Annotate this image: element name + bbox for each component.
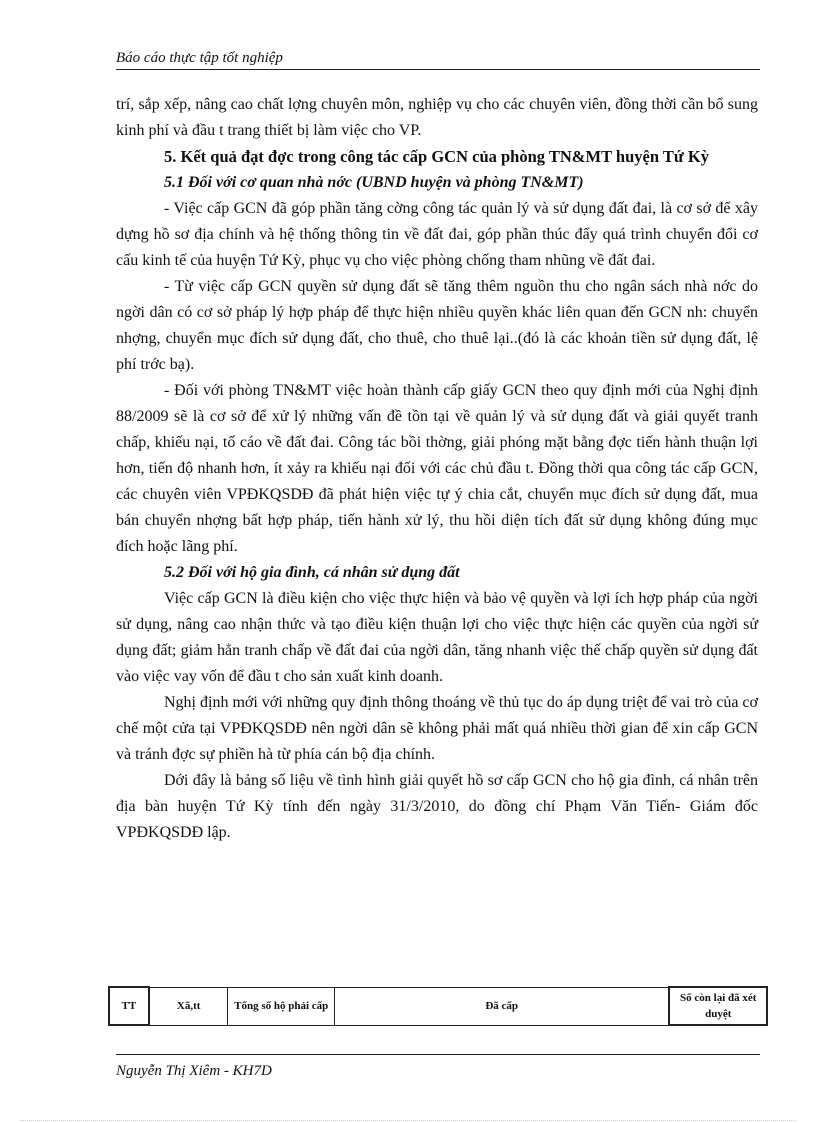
certificate-table	[108, 986, 768, 1026]
footer-author: Nguyễn Thị Xiêm - KH7D	[116, 1063, 272, 1079]
page-footer	[116, 1054, 760, 1080]
paragraph-household-benefit-1: Việc cấp GCN là điều kiện cho việc thực hiện và bảo vệ quyền và lợi ích hợp pháp của ngời sử dụng, nâng cao nhận thức và tạo điều kiện thuận lợi cho việc thực hiện các quyền của ngời sử dụng đất; giảm hẳn tranh chấp về đất đai của ngời dân, tăng nhanh việc thế chấp quyền sử dụng đất vào việc vay vốn để đầu t cho sản xuất kinh doanh.	[116, 590, 758, 685]
paragraph-state-benefit-2: - Từ việc cấp GCN quyền sử dụng đất sẽ tăng thêm nguồn thu cho ngân sách nhà nớc do ngời dân có cơ sở pháp lý hợp pháp để thực hiện nhiều quyền khác liên quan đến GCN nh: chuyển nhợng, chuyển mục đích sử dụng đất, cho thuê, cho thuê lại..(đó là các khoản tiền sử dụng đất, lệ phí trớc bạ).	[116, 278, 758, 373]
table-header-cell: TT	[109, 987, 149, 1025]
section-heading-5: 5. Kết quả đạt đợc trong công tác cấp GCN của phòng TN&MT huyện Tứ Kỳ	[164, 147, 709, 166]
subsection-heading-5-2: 5.2 Đối với hộ gia đình, cá nhân sử dụng đất	[164, 564, 460, 581]
paragraph-table-intro: Dới đây là bảng số liệu về tình hình giải quyết hồ sơ cấp GCN cho hộ gia đình, cá nhân trên địa bàn huyện Tứ Kỳ tính đến ngày 31/3/2010, do đồng chí Phạm Văn Tiến- Giám đốc VPĐKQSDĐ lập.	[116, 772, 758, 841]
paragraph-state-benefit-1: - Việc cấp GCN đã góp phần tăng cờng công tác quản lý và sử dụng đất đai, là cơ sở để xây dựng hồ sơ địa chính và hệ thống thông tin về đất đai, góp phần thúc đẩy quá trình chuyển đổi cơ cấu kinh tế của huyện Tứ Kỳ, phục vụ cho việc phòng chống tham nhũng về đất đai.	[116, 200, 758, 269]
page-header	[116, 50, 760, 70]
header-title: Báo cáo thực tập tốt nghiệp	[116, 50, 283, 66]
paragraph-state-benefit-3: - Đối với phòng TN&MT việc hoàn thành cấp giấy GCN theo quy định mới của Nghị định 88/2009 sẽ là cơ sở để xử lý những vấn đề tồn tại về quản lý và sử dụng đất và giải quyết tranh chấp, khiếu nại, tố cáo về đất đai. Công tác bồi thờng, giải phóng mặt bằng đợc tiến hành thuận lợi hơn, tiến độ nhanh hơn, ít xảy ra khiếu nại đối với các chủ đầu t. Đồng thời qua công tác cấp GCN, các chuyên viên VPĐKQSDĐ đã phát hiện việc tự ý chia cắt, chuyển mục đích sử dụng đất, mua bán chuyển nhợng bất hợp pháp, tiến hành xử lý, thu hồi diện tích đất sử dụng không đúng mục đích hoặc lãng phí.	[116, 382, 758, 555]
table-header-cell: Xã,tt	[149, 987, 228, 1025]
paragraph-household-benefit-2: Nghị định mới với những quy định thông thoáng về thủ tục do áp dụng triệt để vai trò của cơ chế một cửa tại VPĐKQSDĐ nên ngời dân sẽ không phải mất quá nhiều thời gian để xin cấp GCN và tránh đợc sự phiền hà từ phía cán bộ địa chính.	[116, 694, 758, 763]
page-bottom-divider	[20, 1120, 796, 1121]
paragraph-continuation: trí, sắp xếp, nâng cao chất lợng chuyên môn, nghiệp vụ cho các chuyên viên, đồng thời cần bổ sung kinh phí và đầu t trang thiết bị làm việc cho VP.	[116, 96, 758, 139]
table-header-cell: Đã cấp	[334, 987, 669, 1025]
table-header-cell: Tổng số hộ phải cấp	[228, 987, 334, 1025]
subsection-heading-5-1: 5.1 Đối với cơ quan nhà nớc (UBND huyện và phòng TN&MT)	[164, 174, 584, 191]
document-body	[116, 92, 758, 846]
table-header-cell: Số còn lại đã xét duyệt	[669, 987, 767, 1025]
table-header-row	[109, 987, 767, 1025]
